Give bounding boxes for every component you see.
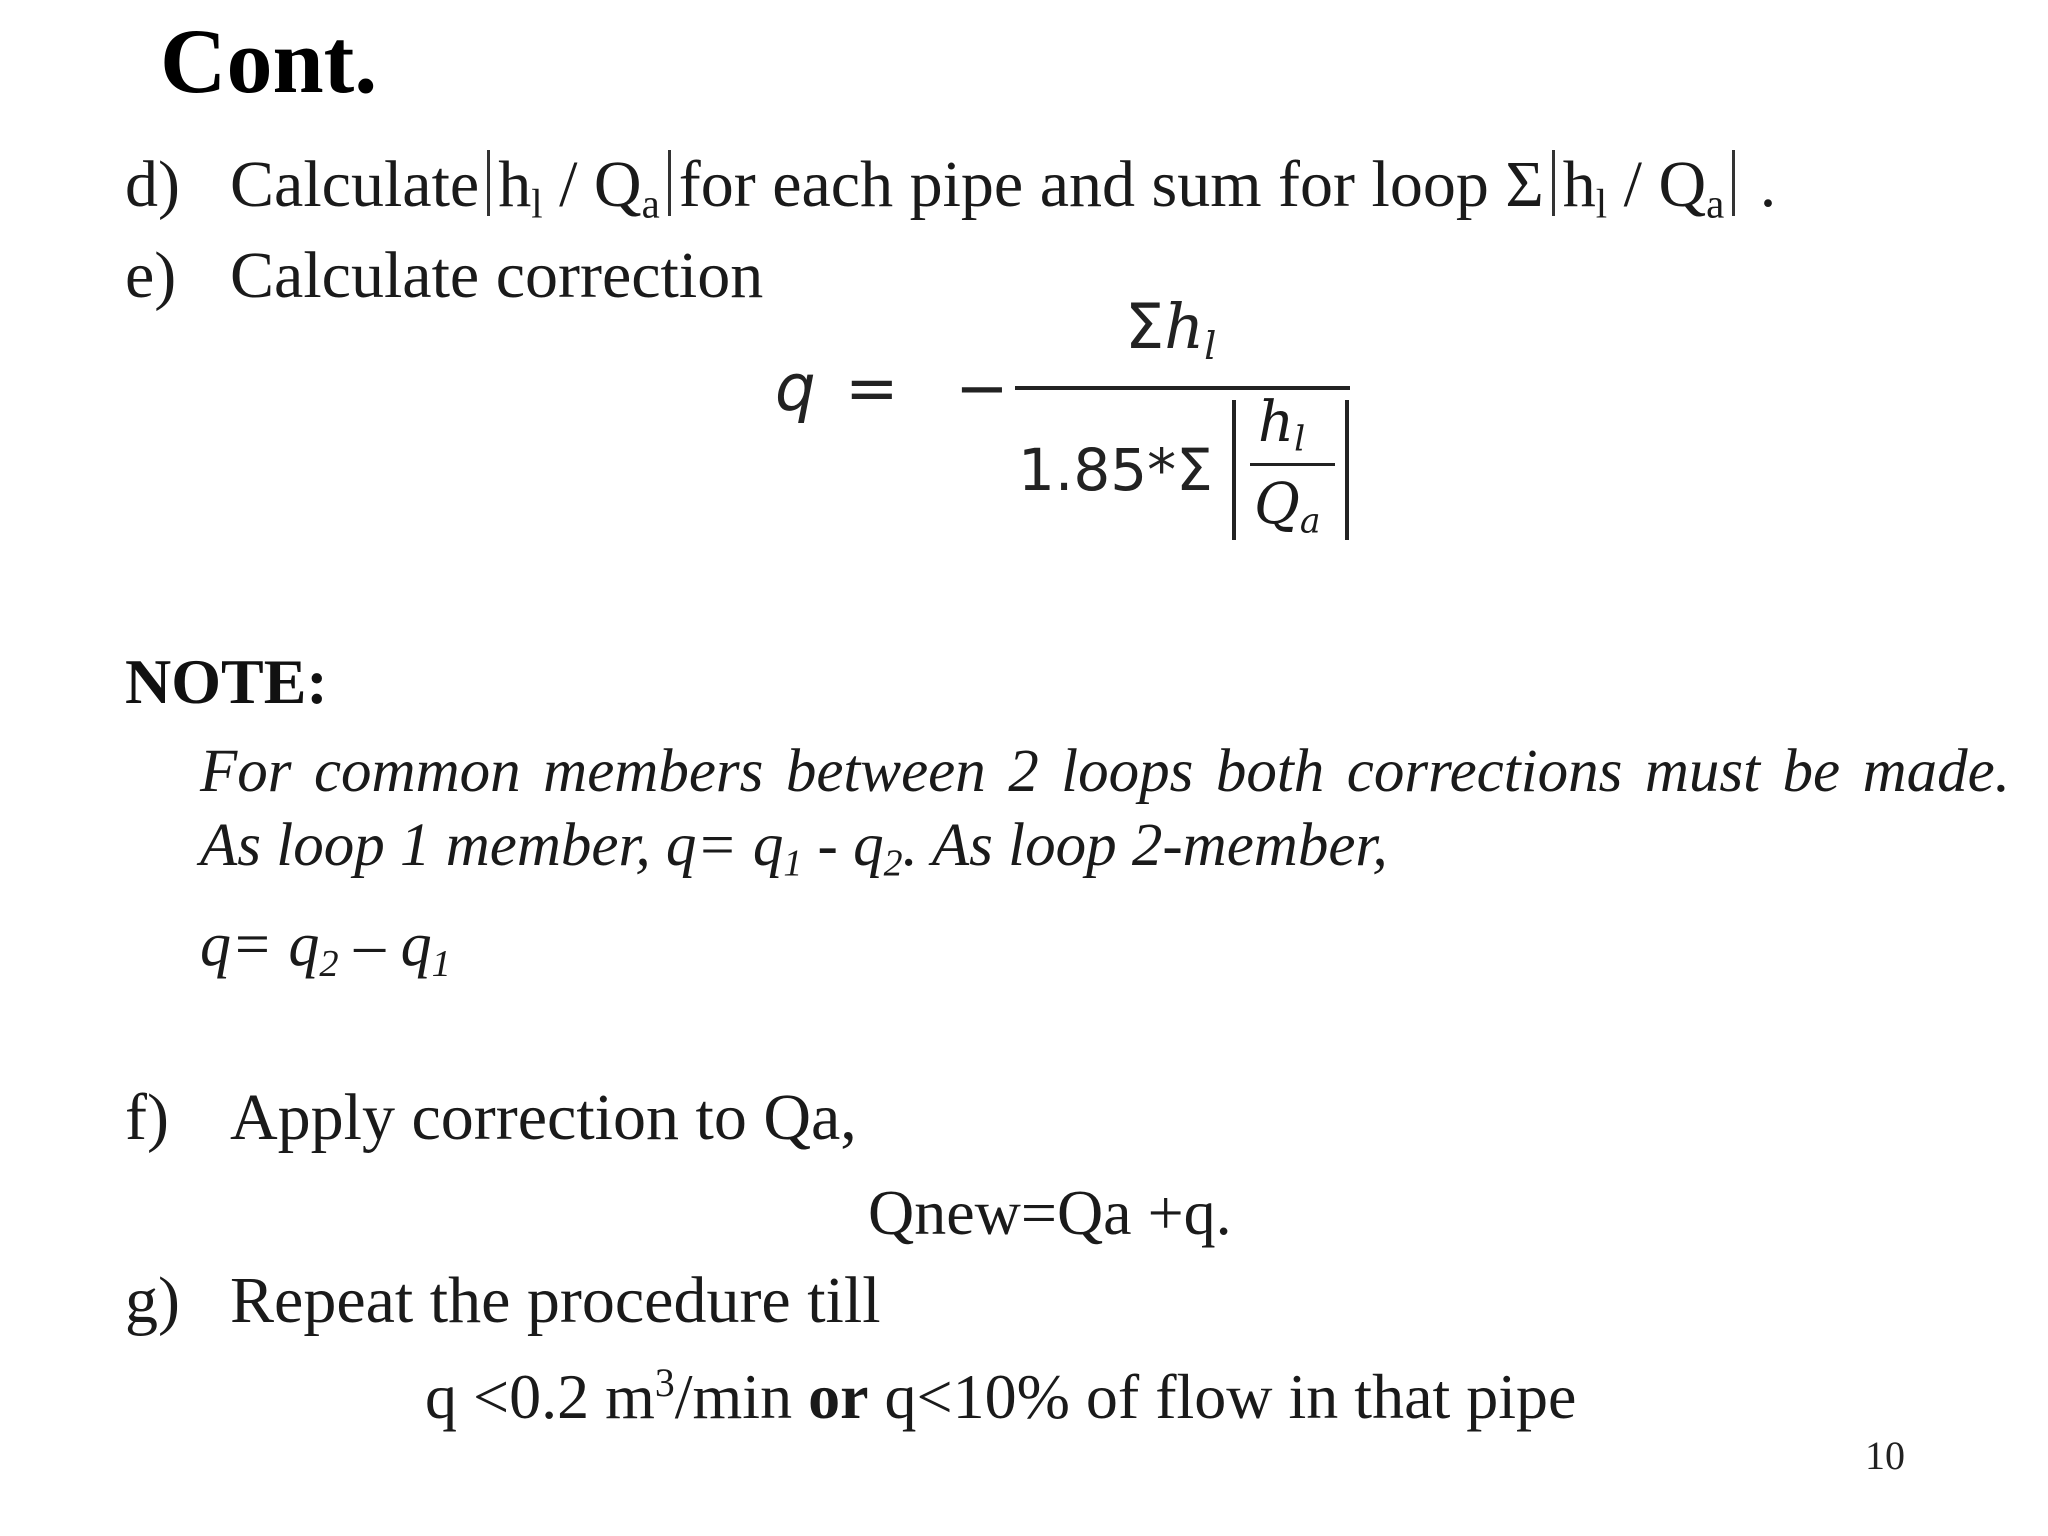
note-heading: NOTE: [125,646,328,717]
step-d-marker: d) [125,148,180,221]
step-g-marker: g) [125,1264,180,1337]
step-g [125,1264,881,1337]
step-d [125,148,1777,227]
formula-inner-fraction-bar [1250,463,1335,466]
step-f-text: Apply correction to Qa, [230,1081,857,1154]
step-e-text: Calculate correction [230,239,764,312]
formula-inner-denominator: $Q_a$ [1254,472,1321,542]
step-e-marker: e) [125,239,177,312]
formula-denominator: 1.85*Σ [1018,436,1213,504]
note-equation: $q= q_2 - q_1$ [200,911,451,985]
step-e [125,239,764,312]
step-g-text: Repeat the procedure till [230,1264,881,1337]
formula-abs-bar-left [1232,400,1236,540]
step-d-text: Calculate $h_l / Q_a$ for each pipe and sum for loop Σ $h_l / Q_a$ . [230,148,1777,227]
formula-numerator: $\Sigma h_l$ [1125,290,1217,369]
stopping-criterion: q <0.2 $m^3/\min$ or q<10% of flow in that pipe [425,1361,1577,1432]
formula-equals: = [845,352,899,426]
note-text: For common members between 2 loops both corrections must be made. As loop 1 member, $q= q_1 - q_2$. As loop 2-member, [200,738,2010,885]
slide-title: Cont. [160,10,378,112]
formula-minus: − [955,352,1009,426]
qnew-equation: Qnew=Qa +q. [868,1177,1232,1248]
formula-inner-numerator: $h_l$ [1258,390,1306,460]
page-number: 10 [1865,1433,1905,1478]
step-f-marker: f) [125,1081,169,1154]
formula-abs-bar-right [1345,400,1349,540]
formula-lhs: q [775,352,816,426]
step-f [125,1081,857,1154]
